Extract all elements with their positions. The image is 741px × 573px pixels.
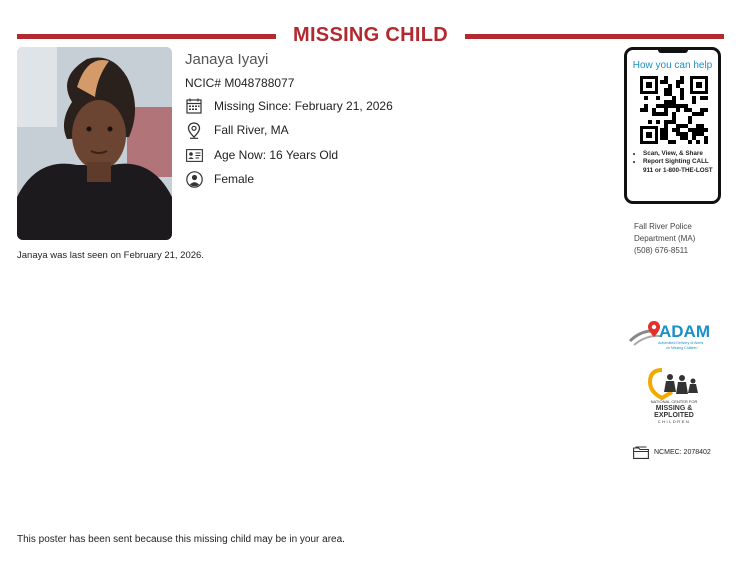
department-line2: Department (MA) [634,234,696,243]
help-list [631,150,717,175]
department-line1: Fall River Police [634,222,692,231]
help-item-share: • Scan, View, & Share [643,150,717,158]
sex-row [185,170,255,188]
ncmec-logo-line4: CHILDREN [657,419,691,424]
ncmec-id-text: NCMEC: 2078402 [654,449,711,456]
sex-text: Female [214,172,255,186]
last-seen-text: Janaya was last seen on February 21, 2026. [17,250,204,261]
help-item-report: • Report Sighting CALL 911 or 1-800-THE-LOST [643,158,717,175]
location-row [185,121,289,139]
folder-icon [633,446,649,459]
child-photo [17,47,172,240]
ncmec-logo-line2: MISSING & [655,405,693,412]
qr-code-icon[interactable] [640,76,708,144]
ncmec-logo-line3: EXPLOITED [654,412,694,419]
ncmec-id-row [633,446,711,459]
missing-since-row [185,97,393,115]
poster-title: MISSING CHILD [292,24,448,46]
location-text: Fall River, MA [214,123,289,137]
adam-logo [628,319,720,353]
person-icon [185,170,203,188]
department-phone: (508) 676-8511 [634,246,689,255]
header-rule-right [465,34,724,39]
id-card-icon [185,146,203,164]
location-pin-icon [185,121,203,139]
child-name: Janaya Iyayi [185,51,269,68]
ncic-number: NCIC# M048788077 [185,76,295,90]
help-phone-card [624,47,721,204]
ncmec-logo-line1: NATIONAL CENTER FOR [650,399,698,404]
adam-tagline-2: on Missing Children [666,346,698,350]
department-info [634,221,695,257]
age-text: Age Now: 16 Years Old [214,148,339,162]
header-rule-left [17,34,276,39]
age-row [185,146,339,164]
adam-name: ADAM [659,322,710,341]
missing-since-text: Missing Since: February 21, 2026 [214,99,393,113]
phone-notch [658,49,688,53]
ncmec-logo [646,368,702,426]
calendar-icon [185,97,203,115]
footer-text: This poster has been sent because this missing child may be in your area. [17,534,345,545]
help-title: How you can help [632,60,713,71]
adam-tagline-1: Automated Delivery of Alerts [658,341,704,345]
